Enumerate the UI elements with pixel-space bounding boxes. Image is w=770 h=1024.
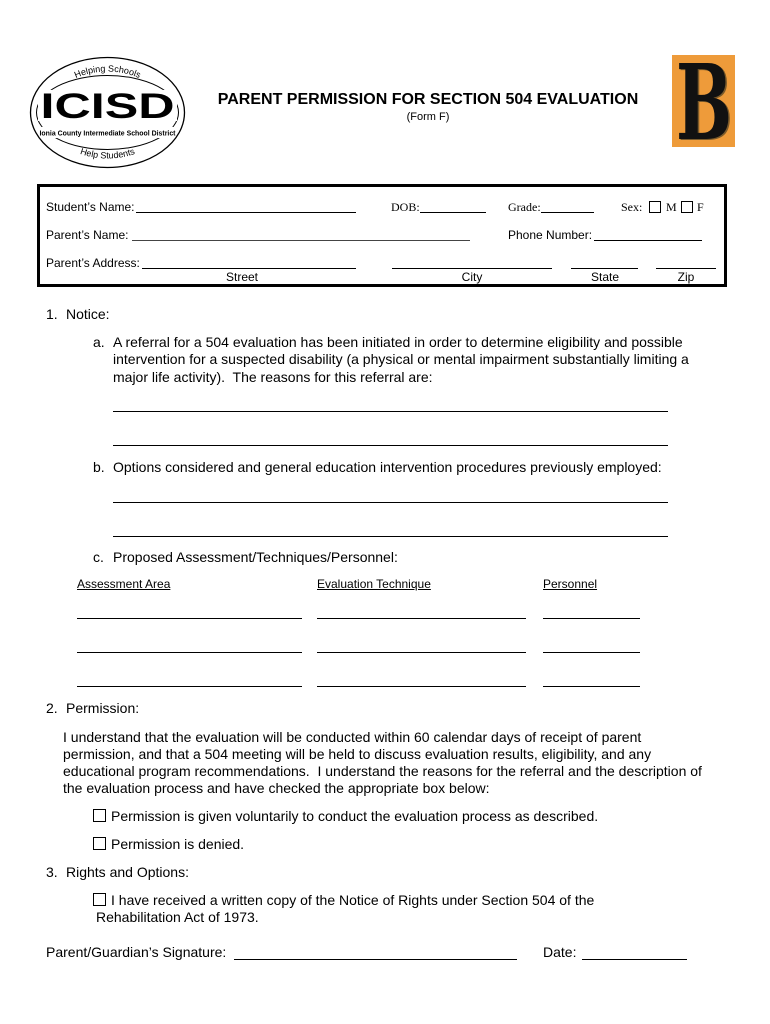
form-title: PARENT PERMISSION FOR SECTION 504 EVALUATION: [217, 91, 639, 108]
item-c-text: Proposed Assessment/Techniques/Personnel:: [113, 549, 398, 565]
b-logo-shadow: B: [677, 55, 734, 147]
permission-denied-label: Permission is denied.: [111, 836, 245, 852]
assessment-area-field[interactable]: [77, 618, 302, 619]
grade-label: Grade:: [508, 200, 541, 214]
permission-paragraph-line: permission, and that a 504 meeting will be held to discuss evaluation results, eligibility, and any: [63, 746, 652, 762]
date-label: Date:: [543, 944, 577, 960]
zip-field[interactable]: [656, 268, 716, 269]
logo-district: Ionia County Intermediate School District: [39, 128, 177, 138]
notice-number: 1.: [46, 306, 58, 322]
item-a-line: intervention for a suspected disability (a physical or mental impairment substantially limiting a: [113, 351, 689, 367]
student-info-box: [37, 184, 727, 287]
parent-address-label: Parent’s Address:: [46, 256, 140, 270]
sex-m-checkbox[interactable]: [649, 201, 661, 213]
permission-paragraph-line: I understand that the evaluation will be conducted within 60 calendar days of receipt of parent: [63, 729, 642, 745]
state-caption: State: [590, 270, 620, 284]
b-logo: [672, 55, 735, 147]
item-a-line: A referral for a 504 evaluation has been initiated in order to determine eligibility and possible: [113, 334, 683, 350]
assessment-area-field[interactable]: [77, 652, 302, 653]
column-header-evaluation-technique: Evaluation Technique: [317, 577, 431, 591]
sex-label: Sex:: [621, 200, 643, 214]
logo-top-arc-path-text: Helping Schools: [72, 63, 143, 80]
student-name-field[interactable]: [136, 212, 356, 213]
rights-number: 3.: [46, 864, 58, 880]
zip-caption: Zip: [677, 270, 695, 284]
signature-field[interactable]: [234, 959, 517, 960]
form-subtitle: (Form F): [406, 111, 450, 123]
assessment-area-field[interactable]: [77, 686, 302, 687]
notice-heading: Notice:: [66, 306, 110, 322]
state-field[interactable]: [571, 268, 638, 269]
options-considered-field[interactable]: [113, 502, 668, 503]
phone-field[interactable]: [594, 240, 702, 241]
parent-name-label: Parent’s Name:: [46, 228, 129, 242]
permission-paragraph-line: the evaluation process and have checked the appropriate box below:: [63, 780, 490, 796]
student-name-label: Student’s Name:: [46, 200, 135, 214]
permission-heading: Permission:: [66, 700, 140, 716]
logo-bottom-arc-text: [79, 146, 136, 161]
evaluation-technique-field[interactable]: [317, 652, 526, 653]
street-field[interactable]: [142, 268, 356, 269]
personnel-field[interactable]: [543, 686, 640, 687]
phone-label: Phone Number:: [508, 228, 593, 242]
signature-label: Parent/Guardian’s Signature:: [46, 944, 227, 960]
referral-reasons-field[interactable]: [113, 445, 668, 446]
item-b-marker: b.: [93, 459, 105, 475]
dob-field[interactable]: [420, 212, 486, 213]
item-a-line: major life activity). The reasons for this referral are:: [113, 369, 433, 385]
city-field[interactable]: [392, 268, 552, 269]
item-a-marker: a.: [93, 334, 105, 350]
sex-f-checkbox[interactable]: [681, 201, 693, 213]
icisd-logo: [0, 0, 200, 180]
column-header-assessment-area: Assessment Area: [77, 577, 171, 591]
grade-field[interactable]: [541, 212, 594, 213]
logo-bottom-arc-path-text: Help Students: [79, 146, 136, 161]
personnel-field[interactable]: [543, 618, 640, 619]
permission-given-checkbox[interactable]: [93, 809, 106, 822]
referral-reasons-field[interactable]: [113, 411, 668, 412]
permission-denied-checkbox[interactable]: [93, 837, 106, 850]
rights-received-label: I have received a written copy of the Notice of Rights under Section 504 of the: [111, 892, 595, 908]
street-caption: Street: [225, 270, 258, 284]
logo-name: ICISD: [40, 87, 175, 126]
sex-f-label: F: [697, 200, 704, 214]
dob-label: DOB:: [391, 200, 420, 214]
rights-received-checkbox[interactable]: [93, 893, 106, 906]
b-logo-letter: B: [676, 55, 732, 147]
rights-heading: Rights and Options:: [66, 864, 189, 880]
rights-received-label: Rehabilitation Act of 1973.: [96, 909, 259, 925]
permission-paragraph-line: educational program recommendations. I understand the reasons for the referral and the description of: [63, 763, 702, 779]
item-b-text: Options considered and general education intervention procedures previously employed:: [113, 459, 662, 475]
sex-m-label: M: [666, 200, 677, 214]
personnel-field[interactable]: [543, 652, 640, 653]
parent-name-field[interactable]: [132, 240, 470, 241]
date-field[interactable]: [582, 959, 687, 960]
permission-given-label: Permission is given voluntarily to conduct the evaluation process as described.: [111, 808, 599, 824]
city-caption: City: [461, 270, 483, 284]
column-header-personnel: Personnel: [543, 577, 598, 591]
item-c-marker: c.: [93, 549, 104, 565]
options-considered-field[interactable]: [113, 536, 668, 537]
permission-number: 2.: [46, 700, 58, 716]
evaluation-technique-field[interactable]: [317, 618, 526, 619]
evaluation-technique-field[interactable]: [317, 686, 526, 687]
